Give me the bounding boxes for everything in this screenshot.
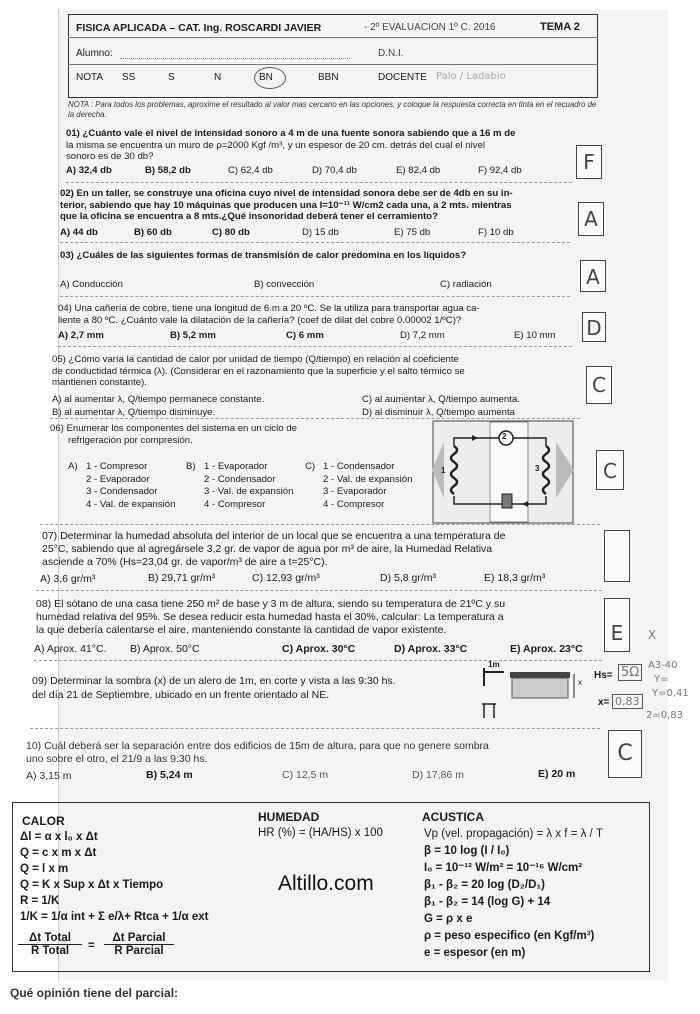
q06-label-3: 3 [535, 464, 540, 473]
q03-text: 03) ¿Cuáles de las siguientes formas de transmisión de calor predomina en los líquidos? [60, 250, 467, 261]
q10-option-b[interactable]: B) 5,24 m [146, 769, 193, 781]
instructions-note: NOTA : Para todos los problemas, aproxime el resultado al valor mas cercano en las opciones, y coloque la respuesta correcta en tinta en el recuadro de la derecha. [68, 100, 597, 119]
q02-option-b[interactable]: B) 60 db [134, 227, 172, 238]
alumno-line[interactable] [120, 58, 350, 59]
exam-title: FISICA APLICADA – CAT. Ing. ROSCARDI JAVIER [76, 22, 322, 34]
q09-text: 09) Determinar la sombra (x) de un alero de 1m, en corte y vista a las 9:30 hs. del día 21 de Septiembre, ubicado en un frente orientado al NE. [32, 675, 396, 701]
q04-option-e[interactable]: E) 10 mm [514, 330, 556, 341]
alumno-label: Alumno: [76, 48, 113, 59]
q10-option-d[interactable]: D) 17,86 m [412, 769, 464, 781]
q07-answer-box[interactable] [604, 530, 630, 582]
q07-option-b[interactable]: B) 29,71 gr/m³ [148, 572, 216, 584]
q06-label-1: 1 [441, 466, 446, 475]
q10-option-c[interactable]: C) 12,5 m [282, 769, 329, 781]
q01-option-c[interactable]: C) 62,4 db [228, 165, 273, 176]
q09-fig-x: x [578, 678, 582, 687]
q02-text: 02) En un taller, se construye una oficina cuyo nivel de intensidad sonora debe ser de 4db en su in- terior, sabiendo que hay 10 máquinas que producen una I=10⁻¹¹ W/cm2 cada una, a 2 mts. mientras que la oficina se encuentra a 8 mts.¿Qué insonoridad deberá tener el cerramiento? [60, 188, 513, 222]
exam-subtitle: - 2º EVALUACION 1º C. 2016 [364, 22, 496, 33]
watermark: Altillo.com [278, 872, 374, 895]
humedad-title: HUMEDAD [258, 810, 320, 824]
q04-option-c[interactable]: C) 6 mm [286, 330, 324, 341]
q10-option-a[interactable]: A) 3,15 m [26, 770, 72, 782]
grade-ss: SS [122, 72, 136, 83]
grade-bbn: BBN [318, 72, 339, 83]
q09-x-label: x= [598, 697, 610, 708]
q07-text: 07) Determinar la humedad absoluta del interior de un local que se encuentra a una temperatura de 25°C, sabiendo que al agregársele 3,2 gr. de vapor de agua por m³ de aire, la Humedad Relativa asciende a 70% (Hs=23,04 gr. de vapor/m³ de aire a t=25°C). [42, 530, 506, 568]
q06-label-2: 2 [502, 432, 507, 441]
q07-option-a[interactable]: A) 3,6 gr/m³ [40, 573, 96, 585]
q08-option-c[interactable]: C) Aprox. 30°C [282, 643, 356, 655]
q08-text: 08) El sótano de una casa tiene 250 m² de base y 3 m de altura, siendo su temperatura de 21ºC y su humedad relativa del 95%. Se desea reducir esta humedad hasta el 30%, calcular: La temperatura a la que debería calentarse el aire, manteniendo constante la cantidad de vapor existente. [36, 598, 506, 636]
grade-s: S [168, 72, 175, 83]
q08-option-e[interactable]: E) Aprox. 23°C [510, 643, 583, 655]
docente-label: DOCENTE [378, 72, 427, 83]
nota-label: NOTA [76, 72, 104, 83]
fraction-parcial: Δt Parcial R Parcial [104, 932, 174, 957]
q05-option-b[interactable]: B) al aumentar λ, Q/tiempo disminuye. [52, 407, 216, 418]
q03-option-a[interactable]: A) Conducción [60, 279, 123, 290]
q08-option-d[interactable]: D) Aprox. 33°C [394, 643, 468, 655]
q05-option-d[interactable]: D) al disminuir λ, Q/tiempo aumenta [362, 407, 516, 418]
q09-fig-label: 1m [488, 660, 500, 669]
q09-note-3: Y=0,41 [652, 688, 689, 699]
q02-option-d[interactable]: D) 15 db [302, 227, 339, 238]
calor-title: CALOR [22, 814, 65, 828]
q09-note-1: A3-40 [648, 660, 678, 671]
q09-hs-answer[interactable]: 5Ω [618, 664, 642, 681]
q02-option-a[interactable]: A) 44 db [60, 227, 98, 238]
q03-option-c[interactable]: C) radiación [440, 279, 492, 290]
q06-option-a[interactable]: A) 1 - Compresor 2 - Evaporador 3 - Condensador 4 - Val. de expansión [68, 461, 176, 510]
q04-option-d[interactable]: D) 7,2 mm [400, 330, 445, 341]
q03-answer-box[interactable]: A [580, 260, 606, 292]
q08-option-a[interactable]: A) Aprox. 41°C. [34, 643, 107, 655]
q10-option-e[interactable]: E) 20 m [538, 768, 576, 780]
q01-option-d[interactable]: D) 70,4 db [312, 165, 357, 176]
q06-answer-box[interactable]: C [596, 450, 624, 490]
q01-option-b[interactable]: B) 58,2 db [145, 165, 191, 176]
q08-option-b[interactable]: B) Aprox. 50°C [130, 643, 200, 655]
feedback-prompt: Qué opinión tiene del parcial: [10, 986, 179, 1000]
q05-option-c[interactable]: C) al aumentar λ, Q/tiempo aumenta. [362, 394, 520, 405]
grade-n: N [214, 72, 222, 83]
q01-option-a[interactable]: A) 32,4 db [66, 165, 112, 176]
q02-option-e[interactable]: E) 75 db [394, 227, 431, 238]
q09-note-4: 2=0,83 [646, 710, 684, 721]
q02-option-f[interactable]: F) 10 db [478, 227, 514, 238]
q04-option-b[interactable]: B) 5,2 mm [170, 330, 216, 341]
q07-option-e[interactable]: E) 18,3 gr/m³ [484, 572, 546, 584]
calor-formulas: Δl = α x l₀ x Δt Q = c x m x Δt Q = l x m Q = K x Sup x Δt x Tiempo R = 1/K 1/K = 1/α int + Σ e/λ+ Rtca + 1/α ext [20, 831, 209, 923]
q04-text: 04) Una cañería de cobre, tiene una longitud de 6 m a 20 ºC. Se la utiliza para transportar agua ca- liente a 80 ºC. ¿Cuánto vale la dilatación de la cañería? (coef de dilat del cobre 0.00002 1/ºC)? [58, 303, 480, 326]
q08-cross-mark: X [648, 628, 657, 642]
q03-option-b[interactable]: B) convección [254, 279, 315, 290]
acustica-formulas: Vp (vel. propagación) = λ x f = λ / T β = 10 log (I / I₀) I₀ = 10⁻¹² W/m² = 10⁻¹⁶ W/cm² β₁ - β₂ = 20 log (D₂/D₁) β₁ - β₂ = 14 (log G) + 14 G = ρ x e ρ = peso especifico (en Kgf/m³) e = espesor (en m) [424, 828, 603, 959]
fraction-total: Δt Total R Total [18, 932, 82, 957]
fraction-equals: = [88, 940, 95, 952]
q01-text: 01) ¿Cuánto vale el nivel de intensidad sonoro a 4 m de una fuente sonora sabiendo que a 16 m de la misma se encuentra un muro de ρ=2000 Kgf /m³, y un espesor de 20 cm. detrás del cual el nivel sonoro es de 30 db? [66, 128, 516, 162]
humedad-formula: HR (%) = (HA/HS) x 100 [258, 827, 383, 839]
acustica-title: ACUSTICA [422, 810, 484, 824]
docente-signature: Palo / Ladabio [436, 71, 506, 82]
q02-answer-box[interactable]: A [578, 202, 604, 236]
q09-eave-figure [474, 664, 594, 720]
q05-answer-box[interactable]: C [586, 366, 612, 404]
tema-label: TEMA 2 [540, 21, 580, 33]
dni-label: D.N.I. [378, 48, 404, 59]
q09-note-2: Y= [654, 674, 669, 685]
q06-text: 06) Enumerar los componentes del sistema en un ciclo de refrigeración por compresión. [50, 423, 297, 446]
grade-bn: BN [259, 72, 273, 83]
q01-answer-box[interactable]: F [576, 145, 602, 179]
q10-answer-box[interactable]: C [608, 730, 642, 778]
q06-option-b[interactable]: B) 1 - Evaporador 2 - Condensador 3 - Val. de expansión 4 - Compresor [186, 461, 294, 510]
q07-option-c[interactable]: C) 12,93 gr/m³ [252, 572, 320, 584]
q07-option-d[interactable]: D) 5,8 gr/m³ [380, 572, 437, 584]
q05-text: 05) ¿Cómo varía la cantidad de calor por unidad de tiempo (Q/tiempo) en relación al coeficiente de conductidad térmica (λ). (Considerar en el razonamiento que la superficie y el salto térmico se mantienen constante). [52, 354, 465, 388]
q09-hs-label: Hs= [594, 670, 613, 681]
q01-option-f[interactable]: F) 92,4 db [478, 165, 522, 176]
q10-text: 10) Cuál deberá ser la separación entre dos edificios de 15m de altura, para que no genere sombra uno sobre el otro, el 21/9 a las 9:30 hs. [26, 740, 489, 765]
q06-option-c[interactable]: C) 1 - Condensador 2 - Val. de expansión 3 - Evaporador 4 - Compresor [305, 461, 413, 510]
q09-x-answer[interactable]: 0,83 [612, 694, 643, 709]
q02-option-c[interactable]: C) 80 db [212, 227, 250, 238]
q05-option-a[interactable]: A) al aumentar λ, Q/tiempo permanece constante. [52, 394, 265, 405]
q01-option-e[interactable]: E) 82,4 db [396, 165, 441, 176]
q04-option-a[interactable]: A) 2,7 mm [58, 330, 104, 341]
q04-answer-box[interactable]: D [582, 312, 606, 342]
q08-answer-box[interactable]: E [604, 598, 630, 652]
